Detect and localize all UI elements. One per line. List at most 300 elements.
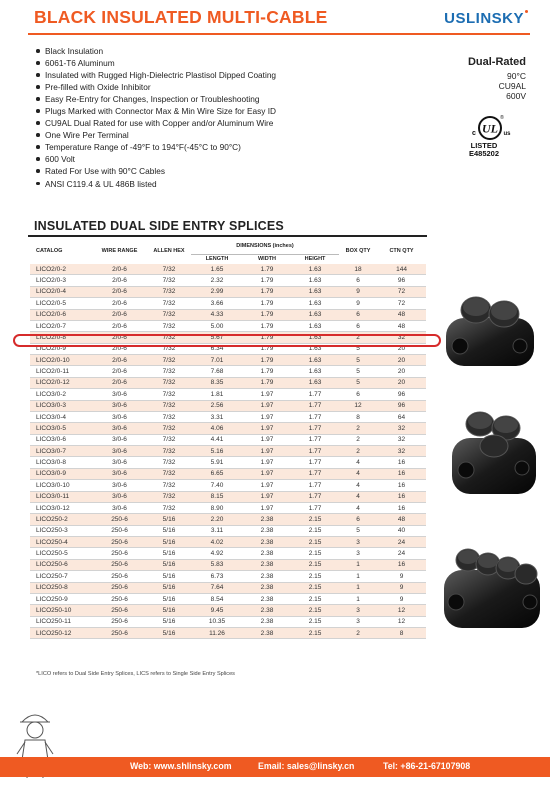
header-box-qty: BOX QTY <box>345 247 371 254</box>
cell-wire-range: 250-6 <box>92 559 147 570</box>
cell-catalog: LICO2/0-4 <box>30 286 92 297</box>
cell-height: 1.77 <box>291 411 339 422</box>
cell-height: 2.15 <box>291 514 339 525</box>
table-row <box>30 525 426 536</box>
cell-allen-hex: 5/16 <box>147 628 191 639</box>
header-catalog: CATALOG <box>36 247 63 254</box>
table-row <box>30 491 426 502</box>
cell-allen-hex: 7/32 <box>147 309 191 320</box>
cell-length: 2.56 <box>191 400 243 411</box>
cell-ctn-qty: 16 <box>377 480 426 491</box>
feature-item: Black Insulation <box>36 45 276 57</box>
cell-length: 8.90 <box>191 502 243 513</box>
cell-box-qty: 5 <box>339 366 377 377</box>
cell-catalog: LICO250-10 <box>30 605 92 616</box>
table-row <box>30 411 426 422</box>
table-row <box>30 400 426 411</box>
cell-ctn-qty: 20 <box>377 355 426 366</box>
table-row <box>30 571 426 582</box>
cell-catalog: LICO2/0-2 <box>30 264 92 275</box>
cell-height: 1.63 <box>291 343 339 354</box>
cell-box-qty: 4 <box>339 491 377 502</box>
cell-box-qty: 2 <box>339 446 377 457</box>
cell-length: 10.35 <box>191 616 243 627</box>
cell-ctn-qty: 32 <box>377 423 426 434</box>
footer-phone: Tel: +86-21-67107908 <box>383 761 471 771</box>
cell-wire-range: 3/0-6 <box>92 480 147 491</box>
cell-allen-hex: 7/32 <box>147 377 191 388</box>
cell-wire-range: 3/0-6 <box>92 491 147 502</box>
header-length: LENGTH <box>191 255 243 265</box>
cell-box-qty: 1 <box>339 571 377 582</box>
header-ctn-qty: CTN QTY <box>389 247 414 254</box>
cell-height: 2.15 <box>291 616 339 627</box>
cell-allen-hex: 7/32 <box>147 275 191 286</box>
cell-width: 1.97 <box>243 446 291 457</box>
cell-width: 1.79 <box>243 332 291 343</box>
table-row <box>30 446 426 457</box>
cell-length: 6.65 <box>191 468 243 479</box>
cell-allen-hex: 7/32 <box>147 320 191 331</box>
cell-catalog: LICO250-8 <box>30 582 92 593</box>
cell-wire-range: 3/0-6 <box>92 434 147 445</box>
cell-box-qty: 5 <box>339 525 377 536</box>
cell-allen-hex: 5/16 <box>147 571 191 582</box>
cell-height: 1.63 <box>291 264 339 275</box>
cell-catalog: LICO250-12 <box>30 628 92 639</box>
cell-allen-hex: 7/32 <box>147 502 191 513</box>
cell-box-qty: 18 <box>339 264 377 275</box>
cell-ctn-qty: 24 <box>377 548 426 559</box>
cell-box-qty: 4 <box>339 502 377 513</box>
cell-length: 5.91 <box>191 457 243 468</box>
cell-catalog: LICO2/0-8 <box>30 332 92 343</box>
cell-wire-range: 3/0-6 <box>92 423 147 434</box>
cell-wire-range: 250-6 <box>92 605 147 616</box>
cell-allen-hex: 5/16 <box>147 525 191 536</box>
cell-height: 1.77 <box>291 457 339 468</box>
cell-wire-range: 3/0-6 <box>92 502 147 513</box>
cell-width: 2.38 <box>243 605 291 616</box>
cell-ctn-qty: 144 <box>377 264 426 275</box>
cell-catalog: LICO3/0-3 <box>30 400 92 411</box>
feature-item: Temperature Range of -49°F to 194°F(-45°C to 90°C) <box>36 141 276 153</box>
brand-name: USLINSKY <box>444 10 524 27</box>
cell-box-qty: 2 <box>339 628 377 639</box>
cell-wire-range: 3/0-6 <box>92 411 147 422</box>
footer-email-link[interactable]: Email: sales@linsky.cn <box>258 761 355 771</box>
cell-height: 1.77 <box>291 468 339 479</box>
cell-catalog: LICO250-6 <box>30 559 92 570</box>
cell-length: 3.66 <box>191 298 243 309</box>
cell-length: 8.54 <box>191 593 243 604</box>
cell-box-qty: 2 <box>339 332 377 343</box>
cell-allen-hex: 7/32 <box>147 343 191 354</box>
table-row <box>30 593 426 604</box>
cell-width: 1.79 <box>243 320 291 331</box>
cell-width: 1.79 <box>243 298 291 309</box>
cell-catalog: LICO2/0-11 <box>30 366 92 377</box>
cell-length: 4.06 <box>191 423 243 434</box>
cell-ctn-qty: 12 <box>377 605 426 616</box>
cell-wire-range: 2/0-6 <box>92 320 147 331</box>
cell-height: 1.63 <box>291 309 339 320</box>
table-row <box>30 559 426 570</box>
cell-wire-range: 2/0-6 <box>92 286 147 297</box>
cell-box-qty: 5 <box>339 355 377 366</box>
table-row <box>30 616 426 627</box>
feature-item: Plugs Marked with Connector Max & Min Wire Size for Easy ID <box>36 105 276 117</box>
page-title: BLACK INSULATED MULTI-CABLE <box>34 7 328 27</box>
cell-allen-hex: 7/32 <box>147 298 191 309</box>
feature-item: Easy Re-Entry for Changes, Inspection or Troubleshooting <box>36 93 276 105</box>
cell-width: 1.79 <box>243 343 291 354</box>
table-row <box>30 423 426 434</box>
feature-item: ANSI C119.4 & UL 486B listed <box>36 178 276 190</box>
cell-width: 1.79 <box>243 264 291 275</box>
cell-allen-hex: 7/32 <box>147 411 191 422</box>
cell-width: 1.97 <box>243 480 291 491</box>
title-divider <box>28 33 530 35</box>
cell-box-qty: 1 <box>339 559 377 570</box>
cell-width: 1.97 <box>243 400 291 411</box>
cell-height: 1.63 <box>291 275 339 286</box>
cell-ctn-qty: 64 <box>377 411 426 422</box>
cell-catalog: LICO2/0-7 <box>30 320 92 331</box>
cell-allen-hex: 5/16 <box>147 616 191 627</box>
cell-ctn-qty: 12 <box>377 616 426 627</box>
feature-item: Insulated with Rugged High-Dielectric Plastisol Dipped Coating <box>36 69 276 81</box>
cell-box-qty: 6 <box>339 514 377 525</box>
cell-catalog: LICO3/0-5 <box>30 423 92 434</box>
cell-width: 1.97 <box>243 468 291 479</box>
table-row <box>30 468 426 479</box>
cell-width: 2.38 <box>243 628 291 639</box>
feature-item: Pre-filled with Oxide Inhibitor <box>36 81 276 93</box>
cell-width: 1.79 <box>243 275 291 286</box>
brand-dot <box>525 10 528 13</box>
table-header <box>30 238 426 264</box>
contact-footer <box>0 757 550 777</box>
cell-width: 1.97 <box>243 411 291 422</box>
cell-box-qty: 5 <box>339 377 377 388</box>
cell-catalog: LICO250-3 <box>30 525 92 536</box>
cell-width: 2.38 <box>243 593 291 604</box>
cell-box-qty: 2 <box>339 423 377 434</box>
cell-ctn-qty: 96 <box>377 275 426 286</box>
cell-width: 2.38 <box>243 525 291 536</box>
footer-web-link[interactable]: Web: www.shlinsky.com <box>130 761 232 771</box>
cell-length: 4.02 <box>191 537 243 548</box>
rating-temp: 90°C <box>507 71 526 81</box>
cell-box-qty: 9 <box>339 298 377 309</box>
cell-width: 2.38 <box>243 548 291 559</box>
cell-box-qty: 6 <box>339 275 377 286</box>
table-row <box>30 275 426 286</box>
table-row <box>30 286 426 297</box>
cell-wire-range: 3/0-6 <box>92 446 147 457</box>
table-body <box>30 264 426 639</box>
cell-allen-hex: 5/16 <box>147 582 191 593</box>
table-row <box>30 298 426 309</box>
cell-width: 2.38 <box>243 582 291 593</box>
cell-box-qty: 9 <box>339 286 377 297</box>
cell-wire-range: 2/0-6 <box>92 366 147 377</box>
table-row <box>30 582 426 593</box>
cell-box-qty: 3 <box>339 537 377 548</box>
cell-wire-range: 250-6 <box>92 593 147 604</box>
table-row <box>30 605 426 616</box>
cell-ctn-qty: 96 <box>377 400 426 411</box>
cell-catalog: LICO250-7 <box>30 571 92 582</box>
cell-length: 8.35 <box>191 377 243 388</box>
cell-height: 1.77 <box>291 502 339 513</box>
cell-ctn-qty: 40 <box>377 525 426 536</box>
cell-catalog: LICO250-2 <box>30 514 92 525</box>
cell-length: 3.31 <box>191 411 243 422</box>
cell-box-qty: 6 <box>339 389 377 400</box>
feature-item: 6061-T6 Aluminum <box>36 57 276 69</box>
cell-length: 5.83 <box>191 559 243 570</box>
cell-catalog: LICO3/0-12 <box>30 502 92 513</box>
cell-height: 1.63 <box>291 298 339 309</box>
cell-allen-hex: 7/32 <box>147 434 191 445</box>
cell-ctn-qty: 96 <box>377 389 426 400</box>
cell-length: 6.34 <box>191 343 243 354</box>
cell-ctn-qty: 16 <box>377 502 426 513</box>
cell-catalog: LICO2/0-5 <box>30 298 92 309</box>
table-heading: INSULATED DUAL SIDE ENTRY SPLICES <box>34 219 284 233</box>
cell-allen-hex: 5/16 <box>147 559 191 570</box>
cell-ctn-qty: 20 <box>377 377 426 388</box>
cell-catalog: LICO3/0-2 <box>30 389 92 400</box>
cell-ctn-qty: 16 <box>377 468 426 479</box>
cell-ctn-qty: 16 <box>377 491 426 502</box>
cell-wire-range: 250-6 <box>92 616 147 627</box>
cell-width: 1.79 <box>243 355 291 366</box>
cell-wire-range: 3/0-6 <box>92 389 147 400</box>
cell-length: 7.64 <box>191 582 243 593</box>
cell-height: 1.77 <box>291 423 339 434</box>
cell-box-qty: 6 <box>339 309 377 320</box>
cell-wire-range: 250-6 <box>92 582 147 593</box>
header-wire-range: WIRE RANGE <box>101 247 138 254</box>
cell-length: 5.67 <box>191 332 243 343</box>
cell-ctn-qty: 16 <box>377 457 426 468</box>
cell-ctn-qty: 8 <box>377 628 426 639</box>
cell-box-qty: 4 <box>339 480 377 491</box>
cell-allen-hex: 7/32 <box>147 446 191 457</box>
cell-box-qty: 3 <box>339 605 377 616</box>
cell-wire-range: 250-6 <box>92 537 147 548</box>
cell-catalog: LICO3/0-9 <box>30 468 92 479</box>
cell-height: 1.77 <box>291 400 339 411</box>
cell-ctn-qty: 32 <box>377 434 426 445</box>
table-row <box>30 366 426 377</box>
cell-box-qty: 2 <box>339 434 377 445</box>
cell-ctn-qty: 32 <box>377 332 426 343</box>
cell-ctn-qty: 9 <box>377 593 426 604</box>
cell-width: 1.79 <box>243 377 291 388</box>
table-row <box>30 264 426 275</box>
cell-width: 1.97 <box>243 457 291 468</box>
cell-width: 1.97 <box>243 491 291 502</box>
table-row <box>30 628 426 639</box>
cell-catalog: LICO250-4 <box>30 537 92 548</box>
cell-height: 2.15 <box>291 537 339 548</box>
cell-wire-range: 2/0-6 <box>92 298 147 309</box>
cell-length: 9.45 <box>191 605 243 616</box>
rating-block <box>468 56 526 102</box>
cell-width: 1.97 <box>243 502 291 513</box>
cell-wire-range: 250-6 <box>92 525 147 536</box>
cell-wire-range: 250-6 <box>92 571 147 582</box>
cell-height: 2.15 <box>291 582 339 593</box>
cell-ctn-qty: 24 <box>377 537 426 548</box>
cell-height: 1.77 <box>291 434 339 445</box>
table-row <box>30 457 426 468</box>
cell-length: 4.33 <box>191 309 243 320</box>
cell-height: 2.15 <box>291 593 339 604</box>
cell-ctn-qty: 72 <box>377 298 426 309</box>
cell-height: 1.63 <box>291 320 339 331</box>
cell-allen-hex: 7/32 <box>147 468 191 479</box>
cell-height: 1.63 <box>291 286 339 297</box>
cell-length: 7.40 <box>191 480 243 491</box>
cell-catalog: LICO3/0-7 <box>30 446 92 457</box>
ul-registered-mark: ® <box>500 115 504 121</box>
cell-ctn-qty: 32 <box>377 446 426 457</box>
cell-height: 1.77 <box>291 491 339 502</box>
cell-length: 7.01 <box>191 355 243 366</box>
cell-length: 11.26 <box>191 628 243 639</box>
table-row <box>30 320 426 331</box>
cell-length: 4.92 <box>191 548 243 559</box>
cell-catalog: LICO3/0-10 <box>30 480 92 491</box>
cell-length: 4.41 <box>191 434 243 445</box>
cell-width: 2.38 <box>243 514 291 525</box>
table-row <box>30 309 426 320</box>
cell-width: 1.79 <box>243 366 291 377</box>
feature-item: Rated For Use with 90°C Cables <box>36 165 276 177</box>
cell-allen-hex: 5/16 <box>147 548 191 559</box>
footnote: *LICO refers to Dual Side Entry Splices, LICS refers to Single Side Entry Splices <box>36 671 235 677</box>
table-row <box>30 389 426 400</box>
table-heading-divider <box>28 235 427 237</box>
ul-us-mark: us <box>503 131 511 137</box>
cell-ctn-qty: 20 <box>377 366 426 377</box>
feature-item: 600 Volt <box>36 153 276 165</box>
header-allen-hex: ALLEN HEX <box>153 247 185 254</box>
rating-title: Dual-Rated <box>467 56 526 68</box>
ul-c-mark: c <box>472 130 476 137</box>
cell-height: 2.15 <box>291 605 339 616</box>
cell-wire-range: 2/0-6 <box>92 309 147 320</box>
cell-height: 1.63 <box>291 366 339 377</box>
cell-box-qty: 4 <box>339 468 377 479</box>
cell-wire-range: 250-6 <box>92 628 147 639</box>
header-height: HEIGHT <box>291 255 339 265</box>
cell-box-qty: 5 <box>339 343 377 354</box>
feature-item: One Wire Per Terminal <box>36 129 276 141</box>
cell-allen-hex: 7/32 <box>147 400 191 411</box>
cell-length: 3.11 <box>191 525 243 536</box>
cell-box-qty: 3 <box>339 616 377 627</box>
cell-ctn-qty: 9 <box>377 571 426 582</box>
splice-product-image-4-port <box>440 540 544 636</box>
cell-height: 1.63 <box>291 332 339 343</box>
cell-catalog: LICO2/0-6 <box>30 309 92 320</box>
cell-allen-hex: 7/32 <box>147 491 191 502</box>
cell-length: 6.73 <box>191 571 243 582</box>
cell-wire-range: 2/0-6 <box>92 377 147 388</box>
cell-width: 1.97 <box>243 434 291 445</box>
cell-length: 2.32 <box>191 275 243 286</box>
cell-allen-hex: 7/32 <box>147 423 191 434</box>
cell-length: 2.20 <box>191 514 243 525</box>
table-row <box>30 548 426 559</box>
cell-height: 1.77 <box>291 389 339 400</box>
cell-allen-hex: 7/32 <box>147 332 191 343</box>
feature-list <box>36 45 276 190</box>
cell-allen-hex: 7/32 <box>147 457 191 468</box>
cell-allen-hex: 5/16 <box>147 514 191 525</box>
cell-height: 1.77 <box>291 446 339 457</box>
cell-height: 1.77 <box>291 480 339 491</box>
cell-height: 2.15 <box>291 571 339 582</box>
header-width: WIDTH <box>243 255 291 265</box>
cell-height: 2.15 <box>291 559 339 570</box>
table-row <box>30 480 426 491</box>
cell-box-qty: 3 <box>339 548 377 559</box>
ul-listing-label <box>469 142 499 158</box>
cell-length: 5.16 <box>191 446 243 457</box>
cell-catalog: LICO250-11 <box>30 616 92 627</box>
table-row <box>30 537 426 548</box>
cell-allen-hex: 7/32 <box>147 286 191 297</box>
ul-file-number: E485202 <box>468 149 499 158</box>
cell-ctn-qty: 9 <box>377 582 426 593</box>
cell-ctn-qty: 48 <box>377 320 426 331</box>
cell-ctn-qty: 72 <box>377 286 426 297</box>
cell-ctn-qty: 48 <box>377 309 426 320</box>
cell-allen-hex: 7/32 <box>147 355 191 366</box>
cell-length: 5.00 <box>191 320 243 331</box>
cell-allen-hex: 7/32 <box>147 264 191 275</box>
feature-item: CU9AL Dual Rated for use with Copper and/or Aluminum Wire <box>36 117 276 129</box>
cell-width: 1.97 <box>243 423 291 434</box>
cell-length: 2.99 <box>191 286 243 297</box>
cell-wire-range: 250-6 <box>92 548 147 559</box>
cell-allen-hex: 7/32 <box>147 480 191 491</box>
cell-width: 2.38 <box>243 616 291 627</box>
cell-height: 1.63 <box>291 377 339 388</box>
cell-length: 7.68 <box>191 366 243 377</box>
table-row <box>30 502 426 513</box>
cell-width: 1.97 <box>243 389 291 400</box>
cell-ctn-qty: 48 <box>377 514 426 525</box>
cell-height: 1.63 <box>291 355 339 366</box>
cell-wire-range: 250-6 <box>92 514 147 525</box>
spec-table <box>30 238 426 639</box>
splice-product-image-2-port <box>440 290 540 378</box>
cell-length: 8.15 <box>191 491 243 502</box>
cell-wire-range: 2/0-6 <box>92 264 147 275</box>
cell-wire-range: 2/0-6 <box>92 332 147 343</box>
cell-catalog: LICO2/0-9 <box>30 343 92 354</box>
header-dimensions: DIMENSIONS (inches) <box>236 242 294 249</box>
cell-box-qty: 1 <box>339 593 377 604</box>
